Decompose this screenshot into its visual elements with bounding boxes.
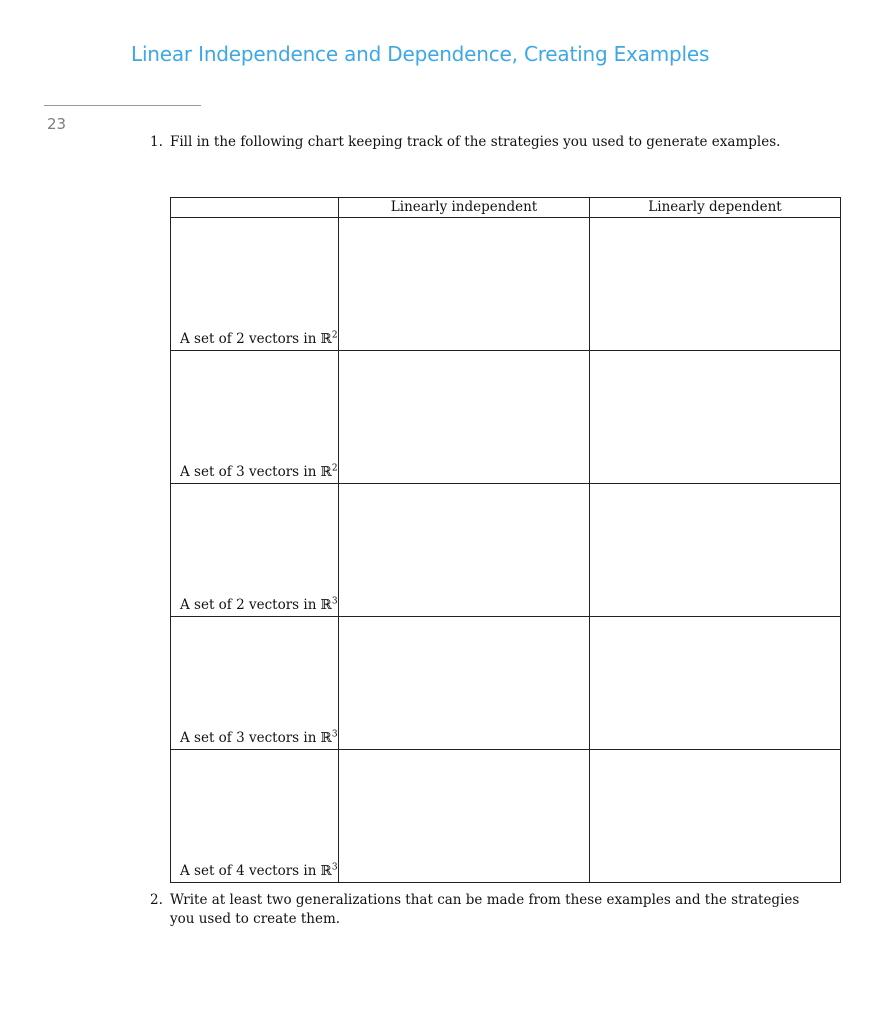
row-label-text: A set of 4 vectors in ℝ <box>180 863 332 879</box>
chart-row <box>171 750 841 883</box>
chart-row <box>171 617 841 750</box>
row-label <box>171 484 339 617</box>
row-label-exponent: 3 <box>331 729 338 740</box>
chart-row <box>171 218 841 351</box>
independent-example-cell[interactable] <box>339 218 590 351</box>
page-number: 23 <box>47 115 67 133</box>
row-label-exponent: 3 <box>331 596 338 607</box>
independent-example-cell[interactable] <box>339 351 590 484</box>
dependent-example-cell[interactable] <box>590 484 841 617</box>
independent-example-cell[interactable] <box>339 750 590 883</box>
row-label-text: A set of 2 vectors in ℝ <box>180 331 332 347</box>
dependent-example-cell[interactable] <box>590 750 841 883</box>
row-label-text: A set of 3 vectors in ℝ <box>180 730 332 746</box>
chart-header-blank <box>171 198 339 218</box>
chart-header-independent: Linearly independent <box>339 198 590 218</box>
dependent-example-cell[interactable] <box>590 351 841 484</box>
dependent-example-cell[interactable] <box>590 617 841 750</box>
independent-example-cell[interactable] <box>339 617 590 750</box>
row-label-exponent: 3 <box>331 862 338 873</box>
question-1-number: 1. <box>150 134 163 150</box>
row-label-text: A set of 3 vectors in ℝ <box>180 464 332 480</box>
question-1-text: Fill in the following chart keeping track of the strategies you used to generate examples. <box>170 134 781 150</box>
examples-chart <box>170 197 841 883</box>
question-2-text: Write at least two generalizations that can be made from these examples and the strategies you used to create them. <box>170 892 800 927</box>
row-label <box>171 750 339 883</box>
row-label-exponent: 2 <box>331 330 338 341</box>
margin-divider <box>44 105 201 106</box>
row-label-text: A set of 2 vectors in ℝ <box>180 597 332 613</box>
row-label <box>171 351 339 484</box>
dependent-example-cell[interactable] <box>590 218 841 351</box>
row-label-exponent: 2 <box>331 463 338 474</box>
chart-header-dependent: Linearly dependent <box>590 198 841 218</box>
row-label <box>171 218 339 351</box>
independent-example-cell[interactable] <box>339 484 590 617</box>
chart-row <box>171 484 841 617</box>
row-label <box>171 617 339 750</box>
page-title: Linear Independence and Dependence, Creating Examples <box>131 42 710 66</box>
chart-header-row <box>171 198 841 218</box>
chart-row <box>171 351 841 484</box>
question-2-number: 2. <box>150 892 163 908</box>
